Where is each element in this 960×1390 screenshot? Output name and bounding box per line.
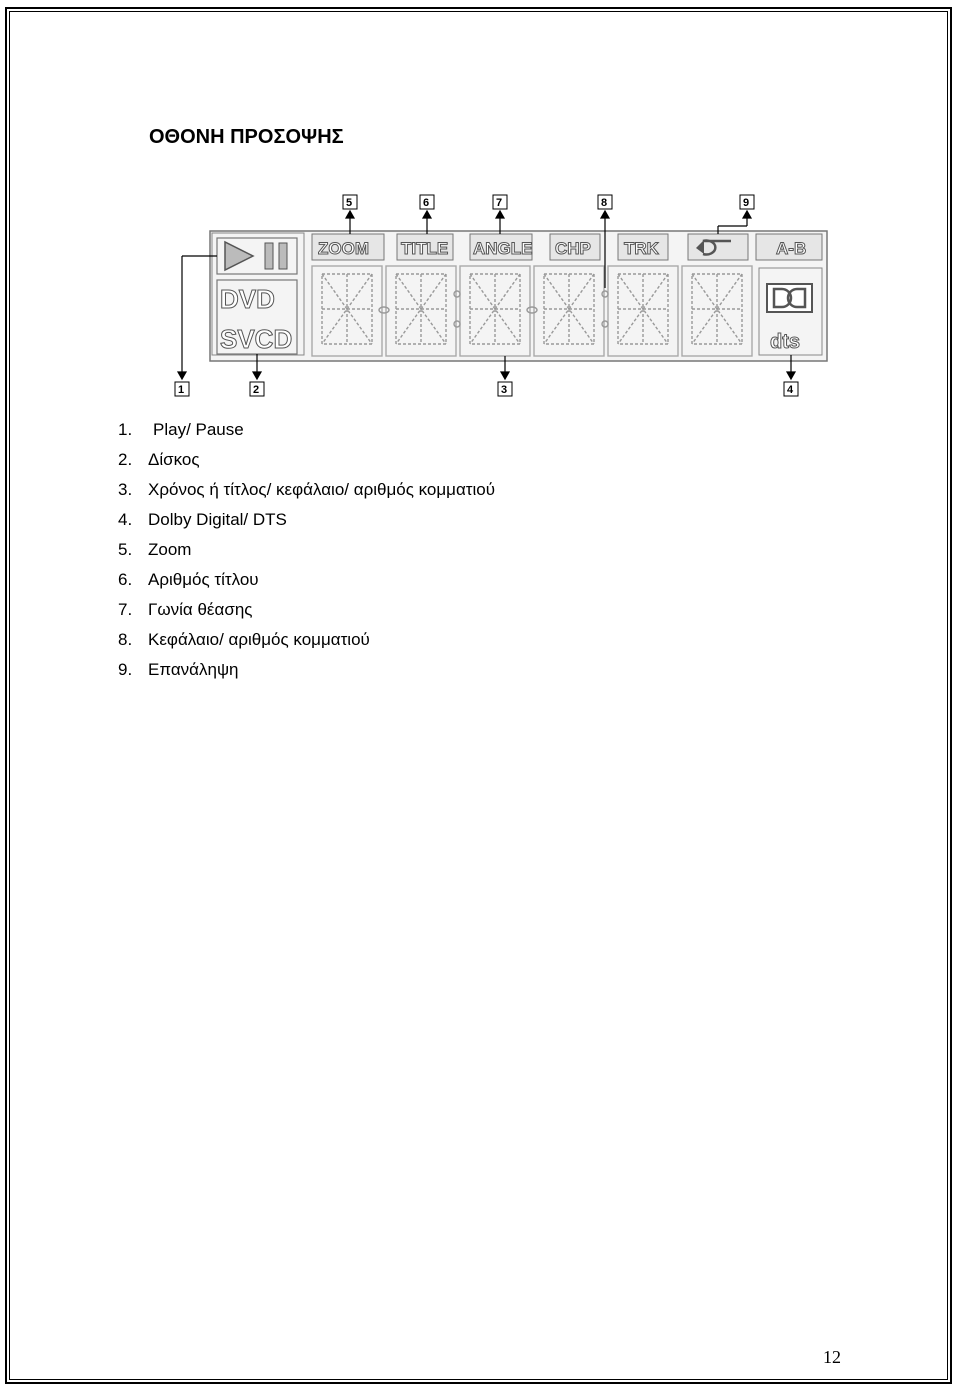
legend-number: 9.	[118, 660, 133, 679]
legend-item	[118, 480, 495, 510]
legend-item	[118, 510, 495, 540]
title-label: TITLE	[401, 239, 449, 258]
legend-item	[118, 660, 495, 690]
callout-arrow-7	[496, 211, 504, 218]
legend-number: 8.	[118, 630, 133, 649]
legend-list	[118, 420, 495, 690]
zoom-label: ZOOM	[318, 239, 369, 258]
callout-number-6: 6	[423, 197, 430, 209]
legend-item	[118, 420, 495, 450]
callout-number-9: 9	[743, 197, 750, 209]
callout-arrow-2	[253, 372, 261, 379]
chp-label: CHP	[555, 239, 591, 258]
trk-label: TRK	[624, 239, 659, 258]
callout-arrow-1	[178, 372, 186, 379]
legend-number: 1.	[118, 420, 133, 439]
callout-arrow-6	[423, 211, 431, 218]
ab-repeat-label: A-B	[776, 239, 807, 258]
callout-arrow-9	[743, 211, 751, 218]
callout-arrow-5	[346, 211, 354, 218]
legend-number: 3.	[118, 480, 133, 499]
legend-item	[118, 600, 495, 630]
legend-text: Επανάληψη	[148, 660, 239, 679]
dolby-digital-icon	[767, 284, 812, 312]
legend-item	[118, 540, 495, 570]
legend-text: Γωνία θέασης	[148, 600, 253, 619]
callout-number-5: 5	[346, 197, 353, 209]
front-display-diagram	[150, 188, 875, 400]
callout-number-3: 3	[501, 384, 508, 396]
legend-text: Κεφάλαιο/ αριθμός κομματιού	[148, 630, 370, 649]
legend-text: Play/ Pause	[153, 420, 244, 439]
legend-number: 6.	[118, 570, 133, 589]
legend-item	[118, 450, 495, 480]
callout-number-1: 1	[178, 384, 185, 396]
callout-arrow-3	[501, 372, 509, 379]
callout-arrow-8	[601, 211, 609, 218]
legend-number: 4.	[118, 510, 133, 529]
legend-item	[118, 630, 495, 660]
legend-number: 5.	[118, 540, 133, 559]
dts-label: dts	[770, 331, 800, 353]
legend-text: Zoom	[148, 540, 192, 559]
callout-number-8: 8	[601, 197, 608, 209]
legend-text: Δίσκος	[148, 450, 200, 469]
svcd-label: SVCD	[220, 324, 293, 354]
page-number: 12	[823, 1347, 841, 1367]
repeat-icon	[688, 234, 748, 260]
callout-number-4: 4	[787, 384, 794, 396]
legend-text: Χρόνος ή τίτλος/ κεφάλαιο/ αριθμός κομματιού	[148, 480, 496, 499]
callout-number-7: 7	[496, 197, 503, 209]
callout-number-2: 2	[253, 384, 260, 396]
angle-label: ANGLE	[473, 239, 533, 258]
dvd-label: DVD	[220, 284, 275, 314]
legend-text: Αριθμός τίτλου	[148, 570, 259, 589]
legend-number: 2.	[118, 450, 133, 469]
legend-number: 7.	[118, 600, 133, 619]
legend-item	[118, 570, 495, 600]
callout-arrow-4	[787, 372, 795, 379]
legend-text: Dolby Digital/ DTS	[148, 510, 287, 529]
page-title: ΟΘΟΝΗ ΠΡΟΣΟΨΗΣ	[149, 126, 344, 148]
